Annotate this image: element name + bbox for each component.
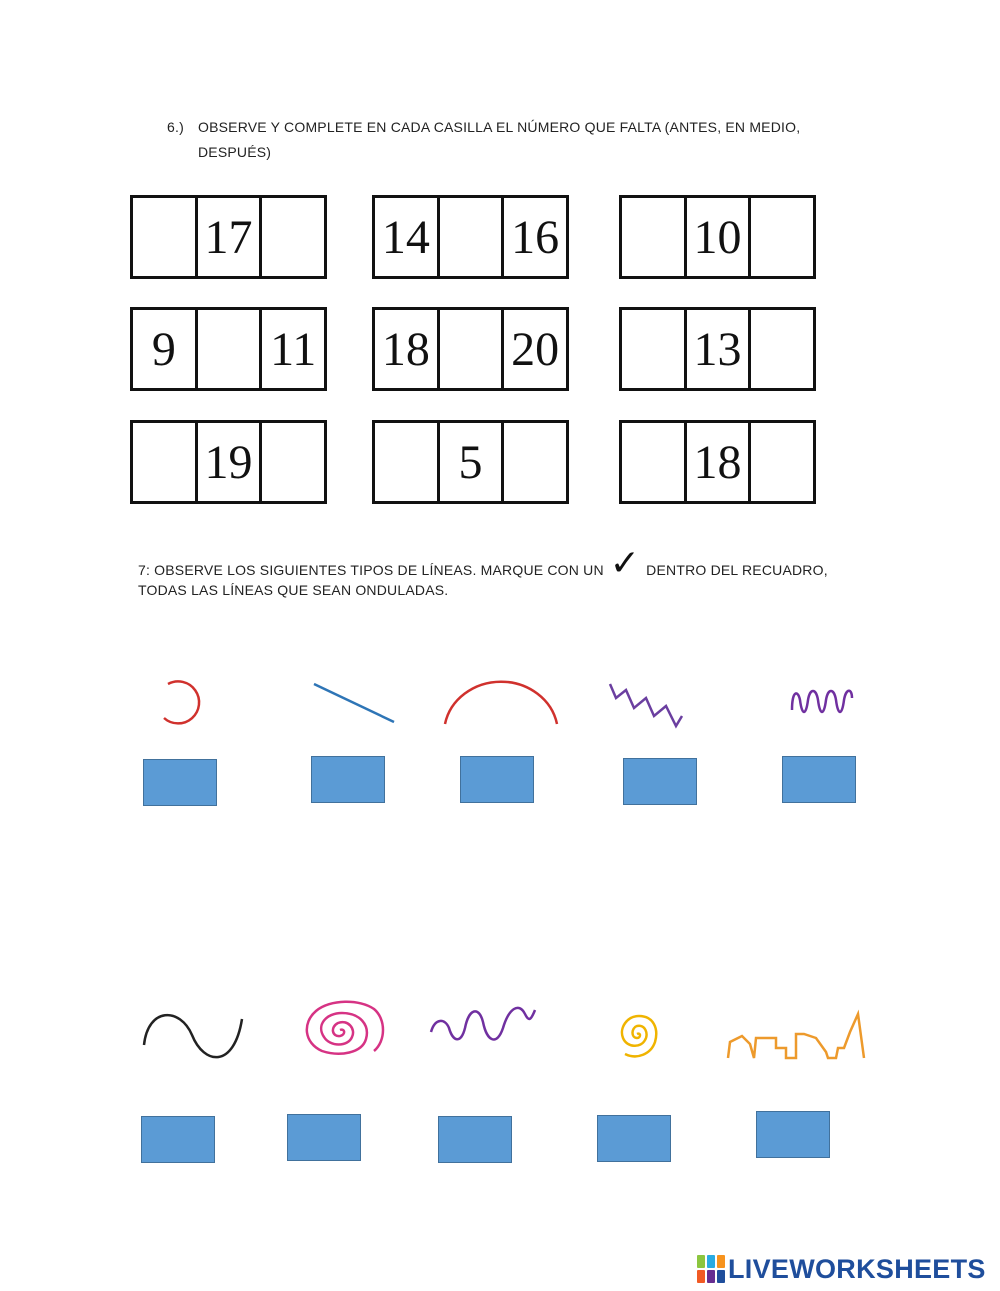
wavy-line-icon	[425, 998, 541, 1058]
blank-number-cell[interactable]	[748, 198, 813, 276]
question-6-text-line2: DESPUÉS)	[198, 144, 272, 160]
question-7-text-end: DENTRO DEL RECUADRO,	[646, 562, 828, 578]
blank-number-cell[interactable]	[259, 198, 324, 276]
answer-box-4[interactable]	[623, 758, 697, 805]
zigzag-line-icon	[604, 680, 690, 736]
number-input[interactable]	[262, 197, 324, 277]
number-cell: 13	[684, 310, 749, 388]
square-wave-line-icon	[724, 1008, 870, 1064]
number-cell: 5	[437, 423, 502, 501]
logo-text: LIVEWORKSHEETS	[728, 1253, 986, 1284]
answer-box-10[interactable]	[756, 1111, 830, 1158]
circle-arc-icon	[150, 676, 210, 731]
blank-number-cell[interactable]	[133, 423, 195, 501]
question-7-text-start: 7: OBSERVE LOS SIGUIENTES TIPOS DE LÍNEAS. MARQUE CON UN	[138, 562, 604, 578]
number-input[interactable]	[622, 309, 684, 389]
number-input[interactable]	[751, 422, 813, 502]
number-group	[619, 307, 816, 391]
number-group	[372, 195, 569, 279]
arc-icon	[440, 668, 562, 730]
blank-number-cell[interactable]	[375, 423, 437, 501]
answer-box-8[interactable]	[438, 1116, 512, 1163]
logo-mark-icon	[697, 1255, 725, 1283]
blank-number-cell[interactable]	[622, 423, 684, 501]
number-input[interactable]	[440, 309, 502, 389]
number-group	[130, 307, 327, 391]
number-input[interactable]	[262, 422, 324, 502]
blank-number-cell[interactable]	[259, 423, 324, 501]
number-input[interactable]	[751, 197, 813, 277]
question-6-text-line1: OBSERVE Y COMPLETE EN CADA CASILLA EL NÚMERO QUE FALTA (ANTES, EN MEDIO,	[198, 119, 801, 135]
blank-number-cell[interactable]	[501, 423, 566, 501]
answer-box-5[interactable]	[782, 756, 856, 803]
number-input[interactable]	[751, 309, 813, 389]
number-cell: 10	[684, 198, 749, 276]
answer-box-6[interactable]	[141, 1116, 215, 1163]
question-7-text-line2: TODAS LAS LÍNEAS QUE SEAN ONDULADAS.	[138, 582, 449, 598]
answer-box-3[interactable]	[460, 756, 534, 803]
blank-number-cell[interactable]	[622, 198, 684, 276]
question-6-number: 6.)	[167, 119, 184, 135]
number-input[interactable]	[504, 422, 566, 502]
blank-number-cell[interactable]	[748, 310, 813, 388]
number-group	[130, 195, 327, 279]
number-cell: 11	[259, 310, 324, 388]
number-cell: 16	[501, 198, 566, 276]
number-cell: 9	[151, 322, 176, 376]
number-input[interactable]	[375, 422, 437, 502]
spiral-icon	[290, 995, 390, 1065]
number-input[interactable]	[622, 197, 684, 277]
number-cell: 18	[684, 423, 749, 501]
blank-number-cell[interactable]	[748, 423, 813, 501]
number-input[interactable]	[198, 309, 260, 389]
blank-number-cell[interactable]	[437, 198, 502, 276]
number-cell: 14	[381, 210, 430, 264]
answer-box-7[interactable]	[287, 1114, 361, 1161]
number-input[interactable]	[133, 422, 195, 502]
number-group	[619, 420, 816, 504]
straight-line-icon	[310, 680, 400, 728]
number-group	[372, 307, 569, 391]
number-input[interactable]	[622, 422, 684, 502]
small-wave-icon	[786, 680, 860, 744]
number-input[interactable]	[440, 197, 502, 277]
number-cell: 19	[195, 423, 260, 501]
blank-number-cell[interactable]	[437, 310, 502, 388]
number-input[interactable]	[133, 197, 195, 277]
spiral-icon	[603, 998, 673, 1068]
blank-number-cell[interactable]	[195, 310, 260, 388]
liveworksheets-logo	[697, 1253, 986, 1285]
number-cell: 17	[195, 198, 260, 276]
blank-number-cell[interactable]	[133, 198, 195, 276]
answer-box-2[interactable]	[311, 756, 385, 803]
answer-box-1[interactable]	[143, 759, 217, 806]
number-group	[372, 420, 569, 504]
answer-box-9[interactable]	[597, 1115, 671, 1162]
number-group	[619, 195, 816, 279]
number-cell: 20	[501, 310, 566, 388]
checkmark-icon: ✓	[609, 543, 641, 584]
blank-number-cell[interactable]	[622, 310, 684, 388]
wave-line-icon	[138, 1005, 248, 1071]
number-cell: 18	[381, 322, 430, 376]
number-group	[130, 420, 327, 504]
